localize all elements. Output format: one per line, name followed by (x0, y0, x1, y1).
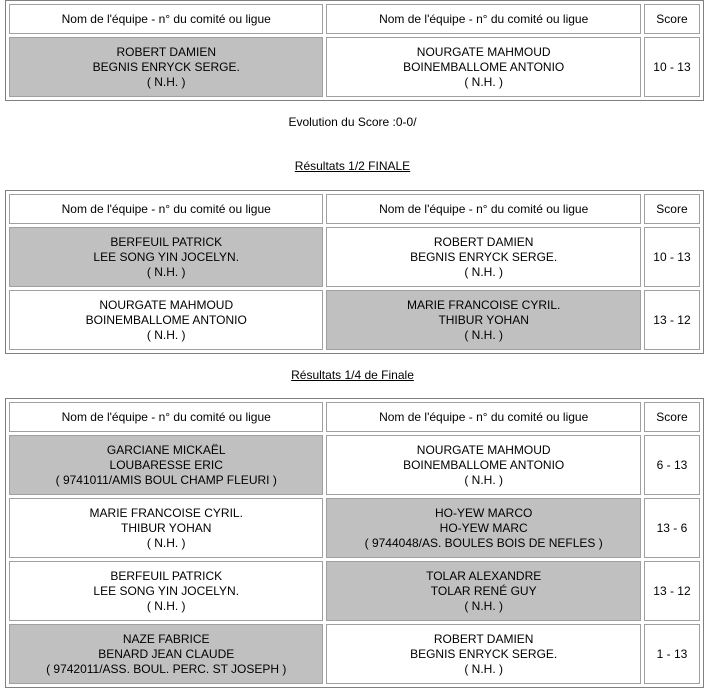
club-label: ( N.H. ) (146, 535, 186, 550)
club-label: ( N.H. ) (464, 74, 504, 89)
team-left-cell (9, 498, 323, 558)
player-name: ROBERT DAMIEN (116, 44, 217, 59)
team-right-cell (326, 227, 640, 287)
player-name: THIBUR YOHAN (438, 312, 529, 327)
player-name: TOLAR ALEXANDRE (426, 568, 542, 583)
table-header-row (9, 402, 700, 432)
team-right-cell (326, 435, 640, 495)
team-column-header: Nom de l'équipe - n° du comité ou ligue (326, 4, 640, 34)
club-label: ( N.H. ) (464, 661, 504, 676)
club-label: ( N.H. ) (464, 327, 504, 342)
club-label: ( N.H. ) (146, 598, 186, 613)
player-name: BERFEUIL PATRICK (110, 234, 223, 249)
quarter-final-title: Résultats 1/4 de Finale (291, 368, 414, 382)
match-row (9, 290, 700, 350)
player-name: MARIE FRANCOISE CYRIL. (89, 505, 243, 520)
player-name: MARIE FRANCOISE CYRIL. (407, 297, 561, 312)
score-cell: 10 - 13 (644, 37, 700, 97)
team-right-cell (326, 561, 640, 621)
team-left-cell (9, 227, 323, 287)
player-name: TOLAR RENÉ GUY (430, 583, 537, 598)
score-cell: 13 - 12 (644, 561, 700, 621)
score-cell: 13 - 6 (644, 498, 700, 558)
final-results-table (5, 0, 704, 101)
club-label: ( N.H. ) (146, 327, 186, 342)
team-column-header: Nom de l'équipe - n° du comité ou ligue (9, 402, 323, 432)
player-name: NOURGATE MAHMOUD (99, 297, 234, 312)
score-column-header: Score (644, 402, 700, 432)
match-row (9, 561, 700, 621)
team-right-cell (326, 37, 640, 97)
table-header-row (9, 4, 700, 34)
player-name: NOURGATE MAHMOUD (416, 442, 551, 457)
team-left-cell (9, 624, 323, 684)
club-label: ( N.H. ) (146, 264, 186, 279)
player-name: THIBUR YOHAN (120, 520, 212, 535)
player-name: BENARD JEAN CLAUDE (98, 646, 235, 661)
score-column-header: Score (644, 4, 700, 34)
match-row (9, 498, 700, 558)
team-right-cell (326, 290, 640, 350)
club-label: ( 9742011/ASS. BOUL. PERC. ST JOSEPH ) (46, 661, 287, 676)
score-column-header: Score (644, 194, 700, 224)
team-right-cell (326, 498, 640, 558)
player-name: HO-YEW MARCO (435, 505, 533, 520)
quarter-final-results-table (5, 398, 704, 688)
match-row (9, 227, 700, 287)
player-name: BERFEUIL PATRICK (110, 568, 223, 583)
player-name: BOINEMBALLOME ANTONIO (85, 312, 247, 327)
player-name: BEGNIS ENRYCK SERGE. (410, 646, 558, 661)
score-cell: 6 - 13 (644, 435, 700, 495)
club-label: ( N.H. ) (464, 264, 504, 279)
match-row (9, 435, 700, 495)
player-name: ROBERT DAMIEN (433, 631, 534, 646)
score-cell: 10 - 13 (644, 227, 700, 287)
player-name: NOURGATE MAHMOUD (416, 44, 551, 59)
player-name: BEGNIS ENRYCK SERGE. (410, 249, 558, 264)
team-column-header: Nom de l'équipe - n° du comité ou ligue (326, 194, 640, 224)
player-name: ROBERT DAMIEN (433, 234, 534, 249)
club-label: ( N.H. ) (146, 74, 186, 89)
team-right-cell (326, 624, 640, 684)
table-header-row (9, 194, 700, 224)
player-name: BOINEMBALLOME ANTONIO (403, 59, 565, 74)
score-cell: 13 - 12 (644, 290, 700, 350)
player-name: BEGNIS ENRYCK SERGE. (92, 59, 240, 74)
match-row (9, 624, 700, 684)
player-name: LOUBARESSE ERIC (109, 457, 223, 472)
team-column-header: Nom de l'équipe - n° du comité ou ligue (9, 4, 323, 34)
match-row (9, 37, 700, 97)
semi-final-title: Résultats 1/2 FINALE (294, 159, 411, 173)
team-column-header: Nom de l'équipe - n° du comité ou ligue (326, 402, 640, 432)
club-label: ( N.H. ) (464, 472, 504, 487)
team-left-cell (9, 290, 323, 350)
club-label: ( 9744048/AS. BOULES BOIS DE NEFLES ) (364, 535, 603, 550)
player-name: GARCIANE MICKAËL (106, 442, 226, 457)
team-left-cell (9, 435, 323, 495)
team-left-cell (9, 37, 323, 97)
team-column-header: Nom de l'équipe - n° du comité ou ligue (9, 194, 323, 224)
score-cell: 1 - 13 (644, 624, 700, 684)
club-label: ( N.H. ) (464, 598, 504, 613)
player-name: LEE SONG YIN JOCELYN. (93, 583, 240, 598)
semi-final-results-table (5, 190, 704, 354)
club-label: ( 9741011/AMIS BOUL CHAMP FLEURI ) (55, 472, 277, 487)
player-name: HO-YEW MARC (439, 520, 528, 535)
team-left-cell (9, 561, 323, 621)
score-evolution-text: Evolution du Score :0-0/ (288, 115, 417, 129)
player-name: LEE SONG YIN JOCELYN. (93, 249, 240, 264)
player-name: NAZE FABRICE (122, 631, 210, 646)
player-name: BOINEMBALLOME ANTONIO (403, 457, 565, 472)
